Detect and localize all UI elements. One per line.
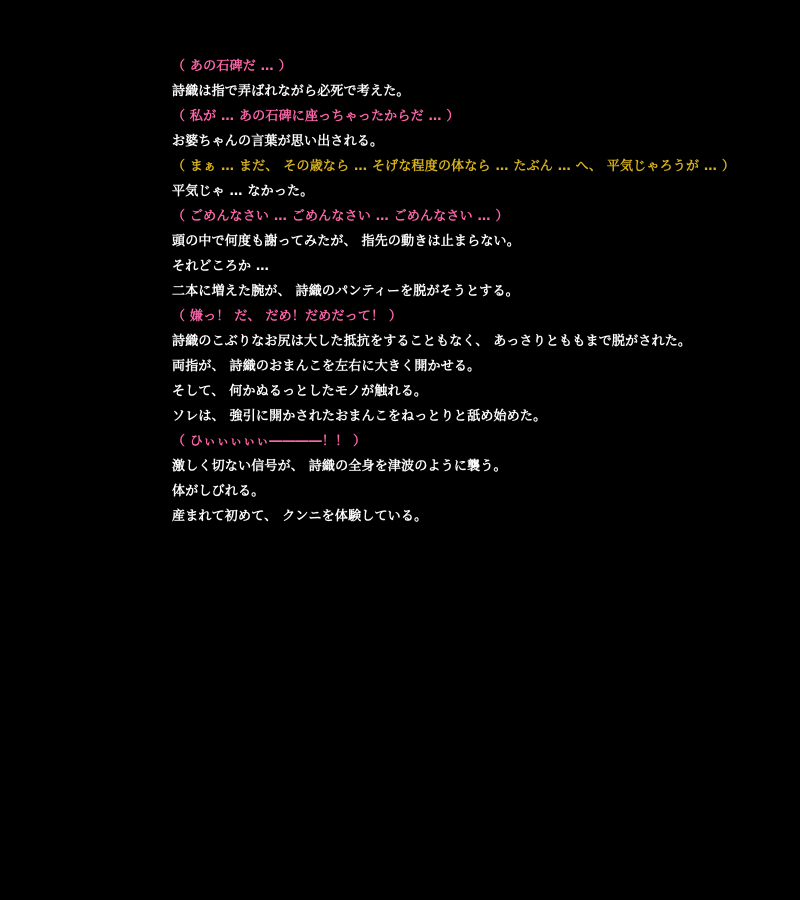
narration-line: 激しく切ない信号が、 詩織の全身を津波のように襲う。 (172, 459, 507, 474)
narration-line: それどころか … (172, 259, 270, 274)
thought-line: （ ごめんなさい … ごめんなさい … ごめんなさい … ） (172, 209, 509, 224)
narration-line: 二本に増えた腕が、 詩織のパンティーを脱がそうとする。 (172, 284, 519, 299)
message-text-window[interactable] (172, 54, 772, 529)
narration-line: お婆ちゃんの言葉が思い出される。 (172, 134, 384, 149)
narration-line: 両指が、 詩織のおまんこを左右に大きく開かせる。 (172, 359, 481, 374)
narration-line: 詩織のこぶりなお尻は大した抵抗をすることもなく、 あっさりとももまで脱がされた。 (172, 334, 692, 349)
narration-line: 平気じゃ … なかった。 (172, 184, 314, 199)
narration-line: 産まれて初めて、 クンニを体験している。 (172, 509, 428, 524)
thought-line: （ あの石碑だ … ） (172, 59, 292, 74)
narration-line: 頭の中で何度も謝ってみたが、 指先の動きは止まらない。 (172, 234, 520, 249)
grandmother-dialogue-line: （ まぁ … まだ、 その歳なら … そげな程度の体なら … たぶん … へ、 平気じゃろうが … ） (172, 159, 736, 174)
thought-line: （ 嫌っ！ だ、 だめ！だめだって！ ） (172, 309, 403, 324)
narration-line: 体がしびれる。 (172, 484, 265, 499)
thought-line: （ 私が … あの石碑に座っちゃったからだ … ） (172, 109, 460, 124)
narration-line: 詩織は指で弄ばれながら必死で考えた。 (172, 84, 410, 99)
thought-line: （ ひぃぃぃぃぃ――――！！ ） (172, 434, 367, 449)
narration-line: ソレは、 強引に開かされたおまんこをねっとりと舐め始めた。 (172, 409, 547, 424)
narration-line: そして、 何かぬるっとしたモノが触れる。 (172, 384, 428, 399)
